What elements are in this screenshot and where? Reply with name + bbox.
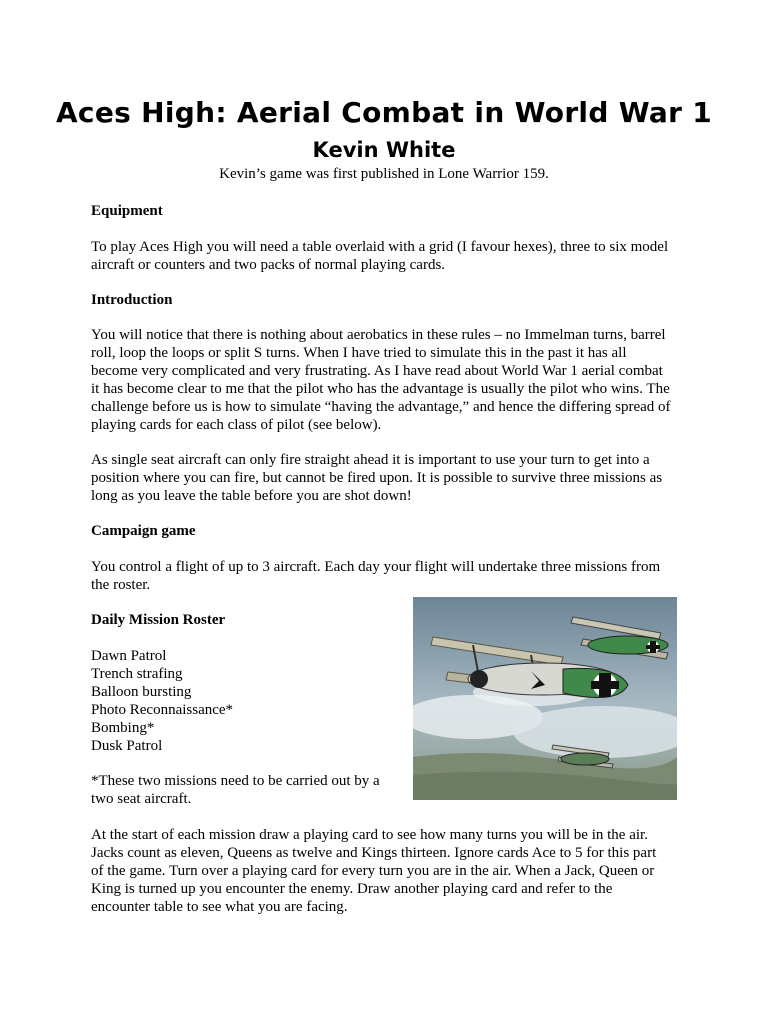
- text-line: playing cards for each class of pilot (see below).: [91, 417, 382, 433]
- text-line: At the start of each mission draw a playing card to see how many turns you will be in the air.: [91, 827, 648, 843]
- text-line: *These two missions need to be carried out by a: [91, 773, 380, 789]
- roster-item: Trench strafing: [91, 666, 183, 682]
- equipment-heading: Equipment: [91, 203, 163, 219]
- biplanes-dogfight-illustration: [413, 597, 677, 800]
- roster-item: Balloon bursting: [91, 684, 192, 700]
- roster-item: Dawn Patrol: [91, 648, 167, 664]
- campaign-heading: Campaign game: [91, 523, 196, 539]
- roster-heading: Daily Mission Roster: [91, 612, 226, 628]
- roster-item: Dusk Patrol: [91, 738, 163, 754]
- text-line: To play Aces High you will need a table overlaid with a grid (I favour hexes), three to six model: [91, 239, 669, 255]
- text-line: long as you leave the table before you are shot down!: [91, 488, 412, 504]
- text-line: You control a flight of up to 3 aircraft. Each day your flight will undertake three missions from: [91, 559, 661, 575]
- roster-item: Photo Reconnaissance*: [91, 702, 234, 718]
- text-line: As single seat aircraft can only fire straight ahead it is important to use your turn to get into a: [91, 452, 650, 468]
- aircraft-illustration-icon: [413, 597, 677, 800]
- text-line: roll, loop the loops or split S turns. When I have tried to simulate this in the past it has all: [91, 345, 627, 361]
- text-line: become very complicated and very frustrating. As I have read about World War 1 aerial combat: [91, 363, 663, 379]
- author-name: Kevin White: [312, 138, 456, 162]
- text-line: aircraft or counters and two packs of normal playing cards.: [91, 257, 446, 273]
- text-line: of the game. Turn over a playing card for every turn you are in the air. When a Jack, Queen or: [91, 863, 655, 879]
- roster-footnote: [91, 772, 401, 808]
- mission-paragraph: [91, 826, 681, 916]
- introduction-heading: Introduction: [91, 292, 173, 308]
- text-line: challenge before us is how to simulate “having the advantage,” and hence the differing spread of: [91, 399, 671, 415]
- mission-roster-list: [91, 647, 391, 755]
- text-line: it has become clear to me that the pilot who has the advantage is usually the pilot who wins. The: [91, 381, 670, 397]
- text-line: position where you can fire, but cannot be fired upon. It is possible to survive three missions as: [91, 470, 663, 486]
- text-line: You will notice that there is nothing about aerobatics in these rules – no Immelman turns, barrel: [91, 327, 666, 343]
- text-line: two seat aircraft.: [91, 791, 192, 807]
- document-title: Aces High: Aerial Combat in World War 1: [55, 96, 713, 129]
- campaign-paragraph: [91, 558, 681, 594]
- equipment-paragraph: [91, 238, 681, 274]
- introduction-paragraph-1: [91, 326, 681, 434]
- introduction-paragraph-2: [91, 451, 681, 505]
- text-line: King is turned up you encounter the enemy. Draw another playing card and refer to the: [91, 881, 613, 897]
- roster-item: Bombing*: [91, 720, 155, 736]
- text-line: Jacks count as eleven, Queens as twelve and Kings thirteen. Ignore cards Ace to 5 for this part: [91, 845, 657, 861]
- text-line: the roster.: [91, 577, 151, 593]
- publication-note: Kevin’s game was first published in Lone Warrior 159.: [219, 166, 549, 182]
- text-line: encounter table to see what you are facing.: [91, 899, 348, 915]
